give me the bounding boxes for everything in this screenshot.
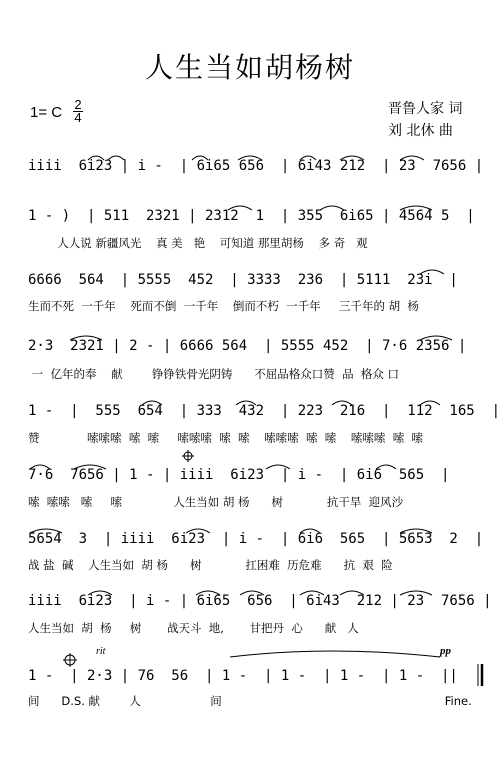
slur-mark bbox=[196, 591, 220, 595]
time-signature-top: 2 bbox=[74, 97, 82, 112]
score-row-7-lyrics: 战 盐 碱 人生当如 胡 杨 树 扛困难 历危难 抗 艰 险 bbox=[28, 558, 393, 572]
score-row-2-lyrics: 人人说 新疆风光 真 美 艳 可知道 那里胡杨 多 奇 观 bbox=[28, 236, 368, 250]
slur-mark bbox=[236, 401, 256, 405]
slur-mark bbox=[420, 336, 452, 340]
pp-marking: pp bbox=[440, 645, 451, 657]
score-row-7-notes: 5654 3 | iiii 6i23 | i - | 6i6 565 | 5653 2 | bbox=[28, 531, 484, 547]
slur-mark bbox=[228, 206, 252, 210]
slur-mark bbox=[340, 591, 364, 595]
slur-mark bbox=[420, 270, 444, 274]
slur-mark bbox=[420, 401, 440, 405]
rit-marking: rit bbox=[96, 646, 106, 657]
slur-mark bbox=[74, 465, 106, 469]
song-title: 人生当如胡杨树 bbox=[144, 51, 355, 84]
key-signature: 1= C bbox=[30, 104, 63, 121]
slur-mark bbox=[192, 156, 208, 160]
score-row-3-notes: 6666 564 | 5555 452 | 3333 236 | 5111 23i | bbox=[28, 272, 458, 288]
slur-mark bbox=[400, 591, 432, 595]
slur-mark bbox=[400, 529, 432, 533]
slur-mark bbox=[238, 156, 262, 160]
slur-mark bbox=[376, 465, 396, 469]
score-row-6-lyrics: 嗦 嗦嗦 嗦 嗦 人生当如 胡 杨 树 抗干旱 迎风沙 bbox=[28, 495, 404, 509]
slur-mark bbox=[400, 206, 432, 210]
slur-mark bbox=[266, 465, 290, 469]
lyricist-credit: 晋鲁人家 词 bbox=[388, 101, 463, 117]
slur-mark bbox=[332, 401, 352, 405]
slur-mark bbox=[186, 529, 210, 533]
slur-mark bbox=[300, 156, 316, 160]
score-row-3-lyrics: 生而不死 一千年 死而不倒 一千年 倒而不朽 一千年 三千年的 胡 杨 bbox=[28, 299, 419, 313]
score-row-4-lyrics: 一 亿年的奉 献 铮铮铁骨光阴铸 不屈品格众口赞 品 格众 口 bbox=[28, 367, 400, 381]
slur-mark bbox=[320, 206, 344, 210]
slur-mark bbox=[300, 591, 324, 595]
slur-mark bbox=[340, 156, 364, 160]
score-row-8-notes: iiii 6i23 | i - | 6i65 656 | 6i43 212 | 23 7656 | bbox=[28, 593, 492, 609]
score-row-1-notes: iiii 6i23 | i - | 6i65 656 | 6i43 212 | 23 7656 | bbox=[28, 158, 484, 174]
slur-mark bbox=[142, 401, 162, 405]
score-row-9-lyrics: 间 D.S. 献 人 间 Fine. bbox=[28, 694, 472, 708]
score-row-8-lyrics: 人生当如 胡 杨 树 战天斗 地, 甘把丹 心 献 人 bbox=[28, 621, 359, 635]
slur-mark bbox=[70, 336, 102, 340]
slur-mark bbox=[400, 156, 424, 160]
score-row-5-lyrics: 赞 嗦嗦嗦 嗦 嗦 嗦嗦嗦 嗦 嗦 嗦嗦嗦 嗦 嗦 嗦嗦嗦 嗦 嗦 bbox=[28, 431, 424, 445]
slur-mark bbox=[30, 529, 62, 533]
slur-mark bbox=[88, 591, 112, 595]
slur-mark bbox=[300, 529, 320, 533]
score-row-6-notes: 7·6 7656 | 1 - | iiii 6i23 | i - | 6i6 565 | bbox=[28, 467, 450, 483]
score-row-2-notes: 1 - ) | 511 2321 | 2312 1 | 355 6i65 | 4564 5 | bbox=[28, 208, 475, 224]
slur-mark bbox=[240, 591, 264, 595]
score-row-5-notes: 1 - | 555 654 | 333 432 | 223 216 | 112 165 | bbox=[28, 403, 500, 419]
slur-mark bbox=[108, 156, 124, 160]
score-row-9-notes: 1 - | 2·3 | 76 56 | 1 - | 1 - | 1 - | 1 - || bbox=[28, 668, 458, 684]
slur-mark bbox=[88, 156, 104, 160]
time-signature-bottom: 4 bbox=[74, 110, 82, 125]
composer-credit: 刘 北休 曲 bbox=[388, 123, 453, 139]
score-row-4-notes: 2·3 2321 | 2 - | 6666 564 | 5555 452 | 7·6 2356 | bbox=[28, 338, 467, 354]
slur-mark bbox=[30, 465, 50, 469]
tie-mark bbox=[230, 651, 440, 657]
